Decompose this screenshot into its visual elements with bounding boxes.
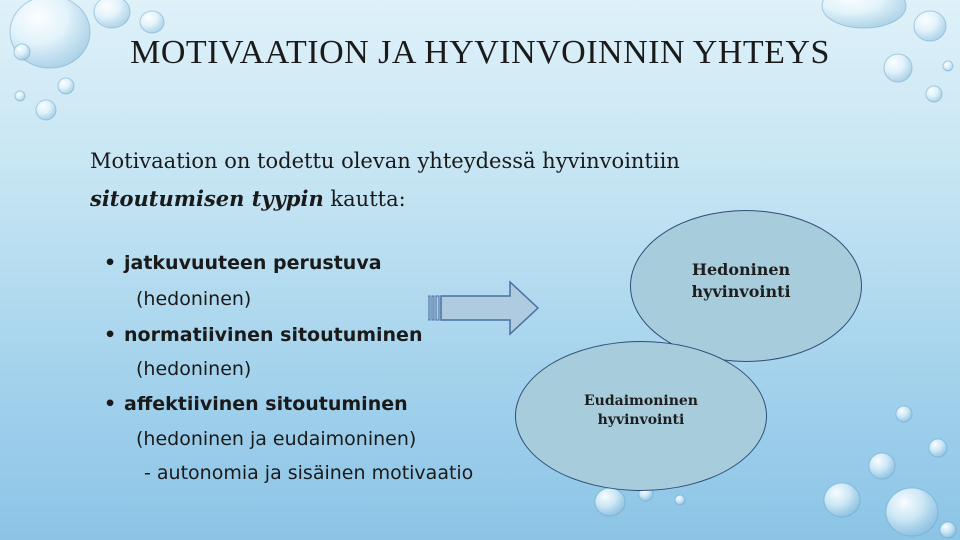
intro-emphasis: sitoutumisen tyypin bbox=[90, 186, 324, 211]
bullet-symbol: • bbox=[104, 324, 117, 346]
list-item bbox=[104, 324, 422, 346]
bullet-symbol: • bbox=[104, 252, 117, 274]
bullet-sub: (hedoninen) bbox=[136, 288, 252, 310]
slide-title: MOTIVAATION JA HYVINVOINNIN YHTEYS bbox=[130, 34, 830, 71]
intro-line-1: Motivaation on todettu olevan yhteydessä hyvinvointiin bbox=[90, 149, 680, 173]
ellipse-line-2: hyvinvointi bbox=[691, 282, 791, 301]
intro-line-2 bbox=[90, 180, 810, 218]
list-item bbox=[104, 252, 382, 274]
ellipse-label bbox=[584, 392, 698, 430]
hedonic-wellbeing-ellipse bbox=[630, 210, 862, 362]
bullet-sub: (hedoninen ja eudaimoninen) bbox=[136, 428, 417, 450]
bullet-symbol: • bbox=[104, 393, 117, 415]
arrow-body bbox=[441, 282, 538, 334]
list-item bbox=[104, 393, 408, 415]
bullet-sub-detail: - autonomia ja sisäinen motivaatio bbox=[144, 462, 474, 484]
ellipse-label bbox=[691, 259, 790, 303]
bullet-label: normatiivinen sitoutuminen bbox=[124, 324, 423, 346]
arrow-stripes bbox=[428, 296, 439, 320]
bullet-sub: (hedoninen) bbox=[136, 358, 252, 380]
ellipse-line-1: Eudaimoninen bbox=[584, 393, 698, 409]
bullet-label: jatkuvuuteen perustuva bbox=[124, 252, 382, 274]
ellipse-line-1: Hedoninen bbox=[691, 260, 791, 279]
right-arrow-icon bbox=[428, 280, 540, 336]
intro-line-2-rest: kautta: bbox=[323, 187, 406, 211]
eudaimonic-wellbeing-ellipse bbox=[515, 341, 767, 491]
bullet-label: affektiivinen sitoutuminen bbox=[124, 393, 408, 415]
ellipse-line-2: hyvinvointi bbox=[597, 412, 685, 428]
intro-text bbox=[90, 143, 810, 218]
